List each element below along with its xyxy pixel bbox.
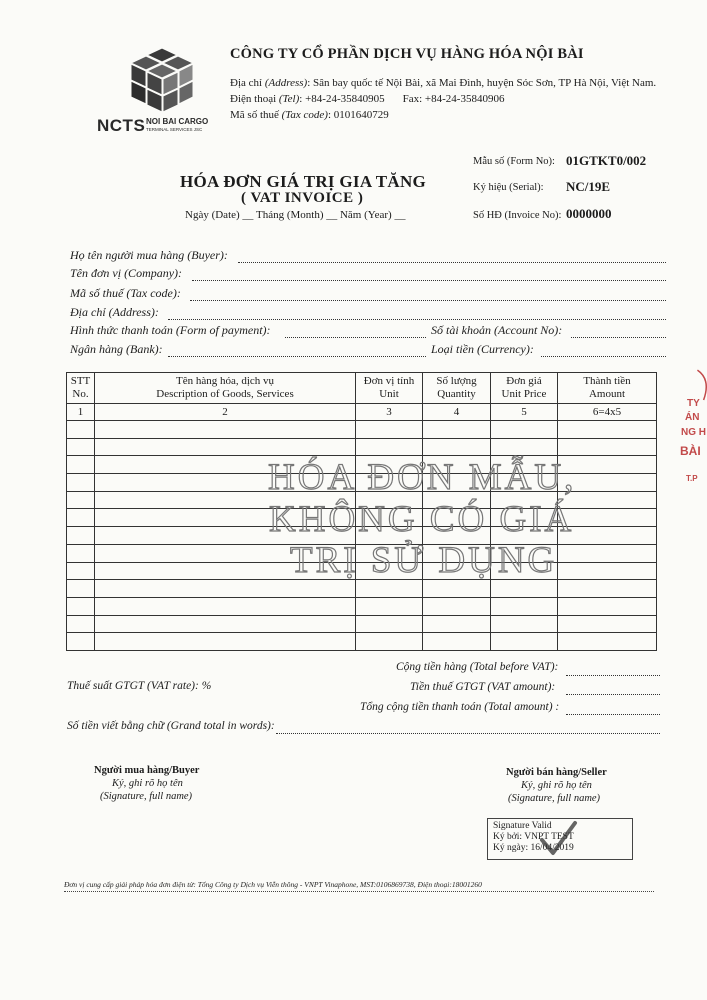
seller-signature-sub: Ký, ghi rõ họ tên (521, 780, 592, 791)
vat-amount-line (566, 694, 660, 695)
col-number: 1 (67, 404, 95, 421)
invoice-title: HÓA ĐƠN GIÁ TRỊ GIA TĂNG (180, 172, 427, 191)
buyer-name-line (238, 262, 666, 263)
bank-line (168, 356, 426, 357)
invoice-no-label: Số HĐ (Invoice No): (473, 210, 562, 221)
bank-label: Ngân hàng (Bank): (70, 342, 163, 356)
form-no-value: 01GTKT0/002 (566, 153, 647, 168)
col-number: 3 (356, 404, 423, 421)
invoice-no-value: 0000000 (566, 206, 612, 221)
seller-signature-title: Người bán hàng/Seller (506, 767, 607, 778)
col-header-unit-price: Đơn giá Unit Price (491, 373, 558, 404)
buyer-signature-title: Người mua hàng/Buyer (94, 765, 200, 776)
stamp-fragment: BÀI (680, 444, 701, 458)
stamp-fragment: ÁN (685, 412, 700, 423)
col-number: 5 (491, 404, 558, 421)
total-amount-line (566, 714, 660, 715)
vat-amount-label: Tiền thuế GTGT (VAT amount): (410, 681, 556, 693)
logo-subtitle-2: TERMINAL SERVICES JSC (146, 127, 203, 132)
watermark-line-2: KHÔNG CÓ GIÁ (269, 499, 575, 540)
form-no-label: Mẫu số (Form No): (473, 156, 555, 167)
table-row (67, 615, 657, 633)
grand-total-words-line (276, 733, 660, 734)
account-label: Số tài khoản (Account No): (431, 323, 563, 337)
signature-date: Ký ngày: 16/04/2019 (493, 843, 574, 853)
payment-label: Hình thức thanh toán (Form of payment): (70, 323, 271, 337)
col-header-no: STT No. (67, 373, 95, 404)
stamp-fragment: TY (687, 398, 700, 409)
table-row (67, 580, 657, 598)
serial-label: Ký hiệu (Serial): (473, 182, 544, 193)
company-phone: Điện thoại (Tel): +84-24-35840905 Fax: +84-24-35840906 (230, 93, 505, 105)
company-line (192, 280, 666, 281)
invoice-date-line: Ngày (Date) __ Tháng (Month) __ Năm (Year) __ (185, 209, 406, 221)
serial-value: NC/19E (566, 179, 611, 194)
currency-line (541, 356, 666, 357)
signature-check-icon (538, 820, 578, 858)
buyer-signature-sub-en: (Signature, full name) (100, 791, 193, 802)
col-number: 6=4x5 (558, 404, 657, 421)
total-before-vat-line (566, 675, 660, 676)
currency-label: Loại tiền (Currency): (431, 342, 534, 356)
signature-valid-text: Signature Valid (493, 821, 552, 831)
grand-total-words-label: Số tiền viết bằng chữ (Grand total in words): (67, 720, 275, 732)
payment-line (285, 337, 426, 338)
col-header-description: Tên hàng hóa, dịch vụ Description of Goods, Services (95, 373, 356, 404)
stamp-fragment: T.P (686, 474, 698, 483)
col-number: 4 (423, 404, 491, 421)
total-before-vat-label: Cộng tiền hàng (Total before VAT): (396, 661, 559, 673)
vat-rate-label: Thuế suất GTGT (VAT rate): % (67, 680, 212, 692)
invoice-title-en: ( VAT INVOICE ) (241, 190, 364, 206)
logo-text: NCTS (97, 116, 146, 135)
account-line (571, 337, 666, 338)
company-address: Địa chỉ (Address): Sân bay quốc tế Nội Bài, xã Mai Đình, huyện Sóc Sơn, TP Hà Nội, Việt Nam. (230, 77, 657, 89)
table-row (67, 633, 657, 651)
stamp-fragment: NG H (681, 427, 706, 438)
column-number-row (67, 404, 657, 421)
company-label: Tên đơn vị (Company): (70, 266, 183, 280)
address-label: Địa chỉ (Address): (70, 305, 159, 319)
col-header-quantity: Số lượng Quantity (423, 373, 491, 404)
buyer-name-label: Họ tên người mua hàng (Buyer): (70, 248, 228, 262)
company-name: CÔNG TY CỔ PHẦN DỊCH VỤ HÀNG HÓA NỘI BÀI (230, 46, 584, 62)
table-row (67, 438, 657, 456)
col-number: 2 (95, 404, 356, 421)
signature-signer: Ký bởi: VNPT TEST (493, 832, 574, 842)
seller-signature-sub-en: (Signature, full name) (508, 793, 601, 804)
tax-code-line (190, 300, 666, 301)
address-line (168, 319, 666, 320)
table-row (67, 421, 657, 439)
total-amount-label: Tổng cộng tiền thanh toán (Total amount) : (360, 701, 560, 713)
tax-code-label: Mã số thuế (Tax code): (70, 286, 181, 300)
watermark-line-3: TRỊ SỬ DỤNG (290, 540, 558, 581)
watermark-line-1: HÓA ĐƠN MẪU, (268, 457, 577, 498)
footer-provider-note: Đơn vị cung cấp giải pháp hóa đơn điện tử: Tổng Công ty Dịch vụ Viễn thông - VNPT Vinaphone, MST:0106869738, Điện thoại:18001260 (64, 880, 654, 892)
col-header-unit: Đơn vị tính Unit (356, 373, 423, 404)
buyer-signature-sub: Ký, ghi rõ họ tên (112, 778, 183, 789)
company-tax-code: Mã số thuế (Tax code): 0101640729 (230, 109, 389, 121)
logo-subtitle: NOI BAI CARGO (146, 117, 209, 126)
table-header-row (67, 373, 657, 404)
col-header-amount: Thành tiền Amount (558, 373, 657, 404)
table-row (67, 597, 657, 615)
